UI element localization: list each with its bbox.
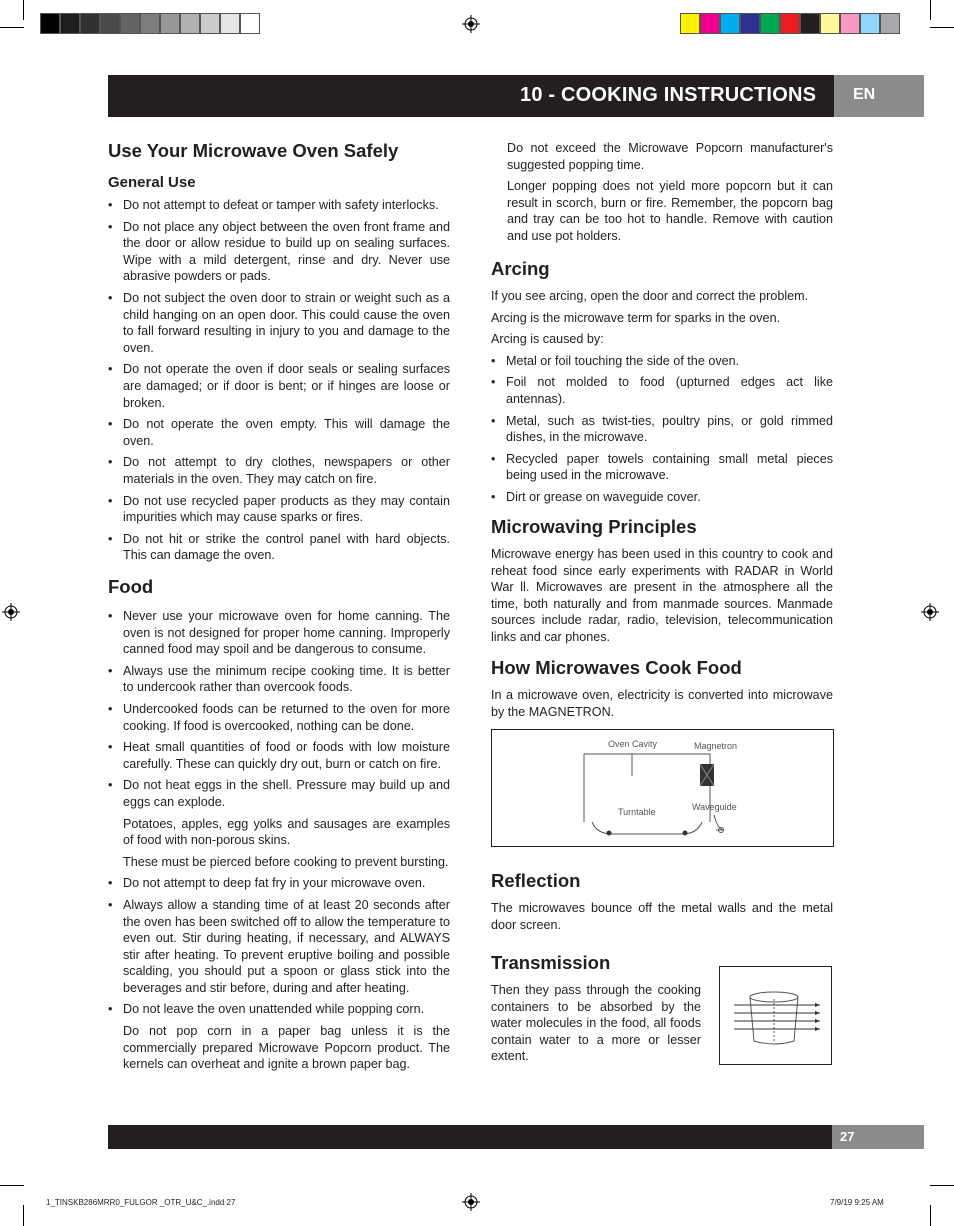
right-column-top: [491, 140, 833, 250]
language-label: EN: [853, 86, 876, 103]
popcorn-note: Do not exceed the Microwave Popcorn manufacturer's suggested popping time.: [507, 141, 833, 172]
section-title: How Microwaves Cook Food: [491, 657, 742, 678]
language-badge: [834, 75, 924, 117]
file-slug: 1_TINSKB286MRR0_FULGOR _OTR_U&C_.indd 27: [46, 1198, 236, 1207]
color-swatch: [120, 13, 140, 34]
list-item: • Foil not molded to food (upturned edges act like antennas).: [491, 374, 833, 407]
page-number: 27: [840, 1129, 855, 1144]
color-swatch: [680, 13, 700, 34]
popcorn-note: Longer popping does not yield more popcorn but it can result in scorch, burn or fire. Remember, the popcorn bag and tray can be too hot to handle. Remove with caution and use pot holders.: [507, 179, 833, 243]
color-swatch: [700, 13, 720, 34]
list-item: • Do not subject the oven door to strain or weight such as a child hanging on an open door. This could cause the oven to fall forward resulting in injury to you and damage to the oven.: [108, 290, 450, 356]
list-item: • Do not operate the oven empty. This will damage the oven.: [108, 416, 450, 449]
registration-mark-icon: [462, 15, 480, 33]
list-item: • Always allow a standing time of at least 20 seconds after the oven has been switched off to allow the temperature to even out. Stir during heating, if necessary, and ALWAYS stir after heating. To prevent eruptive boiling and possible scalding, you should put a spoon or glass stick into the beverages and stir before, during and after heating.: [108, 897, 450, 997]
section-title: Reflection: [491, 870, 581, 891]
subsection-title: General Use: [108, 174, 196, 191]
color-swatch: [160, 13, 180, 34]
list-item: • Do not heat eggs in the shell. Pressure may build up and eggs can explode.: [108, 777, 450, 810]
color-swatch: [780, 13, 800, 34]
print-datetime: 7/9/19 9:25 AM: [830, 1198, 884, 1207]
crop-mark: [930, 27, 954, 28]
color-swatch: [100, 13, 120, 34]
list-item: • Do not attempt to dry clothes, newspapers or other materials in the oven. They may catch on fire.: [108, 454, 450, 487]
paragraph: The microwaves bounce off the metal walls and the metal door screen.: [491, 901, 833, 932]
color-swatch: [800, 13, 820, 34]
paragraph: Arcing is caused by:: [491, 332, 604, 347]
section-title: Microwaving Principles: [491, 516, 697, 537]
list-item: • Undercooked foods can be returned to the oven for more cooking. If food is overcooked, nothing can be done.: [108, 701, 450, 734]
turntable-label: Turntable: [618, 807, 656, 817]
color-swatch: [240, 13, 260, 34]
color-swatch: [840, 13, 860, 34]
color-swatch: [880, 13, 900, 34]
color-swatch: [180, 13, 200, 34]
transmission-section: [491, 952, 701, 1065]
crop-mark: [930, 0, 931, 20]
color-swatch: [220, 13, 240, 34]
color-swatch: [760, 13, 780, 34]
crop-mark: [23, 1205, 24, 1226]
paragraph: If you see arcing, open the door and correct the problem.: [491, 289, 809, 303]
reflection-section: [491, 870, 833, 933]
list-item: • Do not place any object between the oven front frame and the door or allow residue to build up on sealing surfaces. Wipe with a mild detergent, rinse and dry. Never use abrasive powders or pads.: [108, 219, 450, 285]
list-item: • Metal or foil touching the side of the oven.: [491, 353, 833, 370]
list-item: • Metal, such as twist-ties, poultry pins, or gold rimmed dishes, in the microwave.: [491, 413, 833, 446]
list-item: • Always use the minimum recipe cooking time. It is better to undercook rather than overcook foods.: [108, 663, 450, 696]
magnetron-label: Magnetron: [694, 741, 738, 751]
general-use-list: [108, 197, 450, 564]
crop-mark: [930, 1205, 931, 1226]
paragraph: Arcing is the microwave term for sparks in the oven.: [491, 310, 781, 325]
paragraph: In a microwave oven, electricity is converted into microwave by the MAGNETRON.: [491, 688, 833, 719]
crop-mark: [930, 1185, 954, 1186]
arcing-section: [491, 258, 833, 511]
registration-mark-icon: [2, 603, 20, 621]
transmission-diagram: [719, 966, 832, 1065]
crop-mark: [0, 1185, 24, 1186]
section-title: Transmission: [491, 952, 611, 973]
waveguide-label: Waveguide: [692, 802, 737, 812]
section-title: Food: [108, 576, 154, 597]
list-item: • Do not attempt to deep fat fry in your microwave oven.: [108, 875, 450, 892]
grayscale-swatches: [40, 13, 260, 34]
color-swatch: [200, 13, 220, 34]
list-item: • Do not attempt to defeat or tamper with safety interlocks.: [108, 197, 450, 214]
list-item: • Do not operate the oven if door seals or sealing surfaces are damaged; or if door is bent; or if hinges are loose or broken.: [108, 361, 450, 411]
color-swatch: [720, 13, 740, 34]
oven-cavity-label: Oven Cavity: [608, 739, 658, 749]
color-swatch: [40, 13, 60, 34]
list-item: • Do not leave the oven unattended while popping corn.: [108, 1001, 450, 1018]
footer-bar: [108, 1125, 924, 1149]
section-title: Use Your Microwave Oven Safely: [108, 140, 399, 161]
color-swatch: [820, 13, 840, 34]
list-item: • Recycled paper towels containing small metal pieces being used in the microwave.: [491, 451, 833, 484]
registration-mark-icon: [921, 603, 939, 621]
section-title: Arcing: [491, 258, 550, 279]
how-section: [491, 657, 833, 720]
paragraph: Then they pass through the cooking containers to be absorbed by the water molecules in the food, all foods contain water to a more or lesser extent.: [491, 983, 701, 1064]
color-swatch: [140, 13, 160, 34]
food-section: [108, 576, 450, 1078]
color-swatches: [680, 13, 900, 34]
page-title: 10 - COOKING INSTRUCTIONS: [520, 84, 817, 106]
microwave-diagram: [491, 729, 834, 847]
note-text: Do not pop corn in a paper bag unless it is the commercially prepared Microwave Popcorn product. The kernels can overheat and ignite a brown paper bag.: [123, 1024, 450, 1072]
color-swatch: [860, 13, 880, 34]
paragraph: Microwave energy has been used in this country to cook and reheat food since early experiments with RADAR in World War ll. Microwaves are present in the atmosphere all the time, both naturally and from manmade sources. Manmade sources include radar, radio, television, telecommunication links and car phones.: [491, 547, 833, 644]
list-item: • Never use your microwave oven for home canning. The oven is not designed for proper home canning. Improperly canned food may spoil and be dangerous to consume.: [108, 608, 450, 658]
left-column: [108, 140, 450, 569]
color-swatch: [80, 13, 100, 34]
registration-mark-icon: [462, 1193, 480, 1211]
color-swatch: [740, 13, 760, 34]
crop-mark: [0, 27, 24, 28]
principles-section: [491, 516, 833, 646]
list-item: • Do not use recycled paper products as they may contain impurities which may cause sparks or fires.: [108, 493, 450, 526]
crop-mark: [23, 0, 24, 20]
color-swatch: [60, 13, 80, 34]
note-text: Potatoes, apples, egg yolks and sausages are examples of food with non-porous skins.: [123, 816, 450, 848]
list-item: • Dirt or grease on waveguide cover.: [491, 489, 833, 506]
list-item: • Do not hit or strike the control panel with hard objects. This can damage the oven.: [108, 531, 450, 564]
note-text: These must be pierced before cooking to prevent bursting.: [123, 854, 449, 869]
list-item: • Heat small quantities of food or foods with low moisture carefully. These can quickly dry out, burn or catch on fire.: [108, 739, 450, 772]
